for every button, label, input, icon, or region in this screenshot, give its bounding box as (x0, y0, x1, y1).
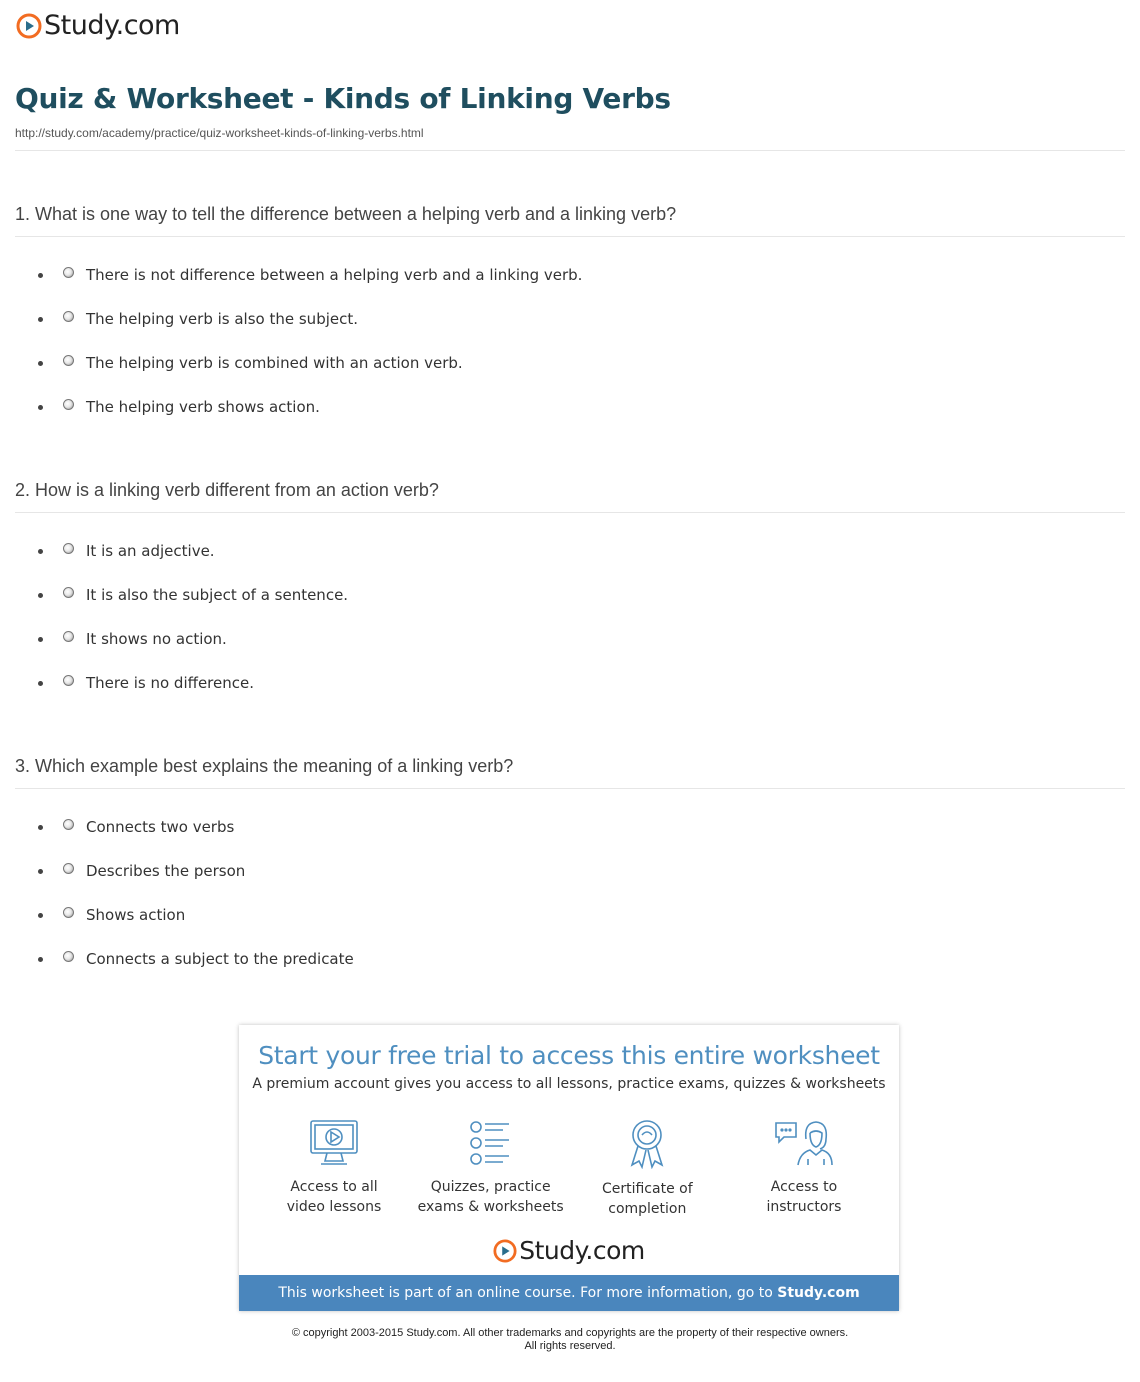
bullet-icon (38, 869, 43, 874)
question-1 (15, 202, 1125, 478)
answer-label: The helping verb is also the subject. (86, 310, 359, 328)
bullet-icon (38, 361, 43, 366)
answer-option[interactable] (15, 861, 1125, 905)
question-number: 1. (15, 204, 31, 224)
copyright (0, 1327, 1140, 1353)
course-info-banner[interactable] (239, 1275, 899, 1311)
bullet-icon (38, 405, 43, 410)
answer-option[interactable] (15, 673, 1125, 717)
question-2 (15, 478, 1125, 754)
copyright-line: All rights reserved. (524, 1340, 616, 1352)
radio-button[interactable] (63, 355, 74, 366)
page-url: http://study.com/academy/practice/quiz-worksheet-kinds-of-linking-verbs.html (15, 126, 424, 140)
answer-option[interactable] (15, 905, 1125, 949)
bullet-icon (38, 825, 43, 830)
question-list (15, 202, 1125, 1030)
radio-button[interactable] (63, 951, 74, 962)
feature-quizzes (416, 1119, 566, 1219)
answer-label: It shows no action. (86, 630, 227, 648)
question-3 (15, 754, 1125, 1030)
answer-label: There is no difference. (86, 674, 255, 692)
answer-option[interactable] (15, 309, 1125, 353)
radio-button[interactable] (63, 311, 74, 322)
feature-label: Quizzes, practice exams & worksheets (417, 1179, 564, 1215)
checklist-icon (469, 1119, 513, 1167)
bullet-icon (38, 273, 43, 278)
answer-option[interactable] (15, 397, 1125, 441)
promo-subtitle: A premium account gives you access to all lessons, practice exams, quizzes & worksheets (252, 1076, 886, 1092)
question-prompt: Which example best explains the meaning of a linking verb? (35, 756, 514, 776)
bullet-icon (38, 681, 43, 686)
play-logo-icon (16, 13, 42, 39)
feature-list (259, 1119, 879, 1219)
feature-label: Access to instructors (766, 1179, 842, 1215)
question-text (15, 478, 1125, 513)
answer-label: There is not difference between a helping verb and a linking verb. (86, 266, 583, 284)
answer-option[interactable] (15, 949, 1125, 993)
question-number: 2. (15, 480, 31, 500)
divider (15, 150, 1125, 151)
question-prompt: What is one way to tell the difference between a helping verb and a linking verb? (35, 204, 677, 224)
answer-label: Connects a subject to the predicate (86, 950, 354, 968)
answer-option[interactable] (15, 817, 1125, 861)
feature-instructors (729, 1119, 879, 1219)
radio-button[interactable] (63, 267, 74, 278)
video-monitor-icon (309, 1119, 359, 1167)
bullet-icon (38, 913, 43, 918)
page-title: Quiz & Worksheet - Kinds of Linking Verbs (15, 82, 671, 115)
answer-list (15, 541, 1125, 717)
feature-label: Certificate of completion (601, 1181, 693, 1217)
radio-button[interactable] (63, 907, 74, 918)
radio-button[interactable] (63, 587, 74, 598)
feature-label: Access to all video lessons (286, 1179, 382, 1215)
banner-link[interactable]: Study.com (777, 1285, 860, 1301)
certificate-ribbon-icon (627, 1119, 667, 1169)
radio-button[interactable] (63, 631, 74, 642)
logo-text: Study.com (519, 1236, 645, 1265)
answer-option[interactable] (15, 585, 1125, 629)
feature-video-lessons (259, 1119, 409, 1219)
promo-title[interactable]: Start your free trial to access this entire worksheet (258, 1041, 880, 1070)
banner-text: This worksheet is part of an online course. For more information, go to (278, 1285, 778, 1301)
answer-list (15, 265, 1125, 441)
radio-button[interactable] (63, 819, 74, 830)
question-prompt: How is a linking verb different from an action verb? (35, 480, 439, 500)
radio-button[interactable] (63, 675, 74, 686)
question-text (15, 754, 1125, 789)
bullet-icon (38, 593, 43, 598)
answer-label: Describes the person (86, 862, 246, 880)
bullet-icon (38, 957, 43, 962)
answer-list (15, 817, 1125, 993)
answer-option[interactable] (15, 629, 1125, 673)
study-logo[interactable] (16, 10, 180, 41)
question-number: 3. (15, 756, 31, 776)
answer-option[interactable] (15, 265, 1125, 309)
answer-label: Shows action (86, 906, 186, 924)
answer-label: The helping verb shows action. (86, 398, 320, 416)
answer-option[interactable] (15, 353, 1125, 397)
answer-label: It is also the subject of a sentence. (86, 586, 349, 604)
promo-logo[interactable] (239, 1236, 899, 1265)
instructor-chat-icon (774, 1119, 834, 1167)
answer-label: It is an adjective. (86, 542, 215, 560)
free-trial-promo[interactable] (239, 1025, 899, 1311)
bullet-icon (38, 317, 43, 322)
play-logo-icon (493, 1239, 517, 1263)
answer-label: The helping verb is combined with an action verb. (86, 354, 463, 372)
radio-button[interactable] (63, 863, 74, 874)
copyright-line: © copyright 2003-2015 Study.com. All other trademarks and copyrights are the property of their respective owners. (291, 1327, 849, 1339)
logo-text: Study.com (44, 10, 180, 41)
feature-certificate (572, 1119, 722, 1219)
answer-option[interactable] (15, 541, 1125, 585)
radio-button[interactable] (63, 543, 74, 554)
bullet-icon (38, 637, 43, 642)
bullet-icon (38, 549, 43, 554)
answer-label: Connects two verbs (86, 818, 235, 836)
radio-button[interactable] (63, 399, 74, 410)
question-text (15, 202, 1125, 237)
